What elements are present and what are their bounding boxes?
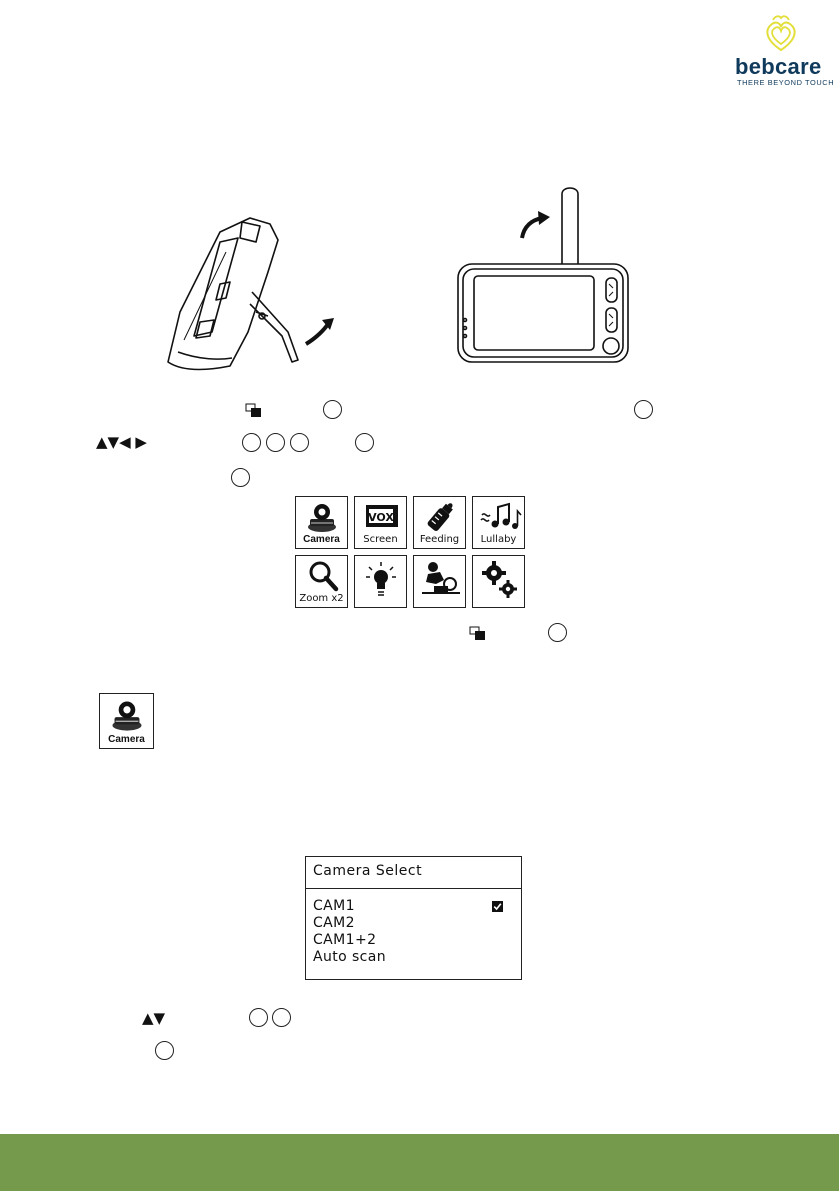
tile-label: Camera [108, 734, 145, 745]
reference-circle [323, 400, 342, 419]
tile-label: Screen [363, 534, 398, 545]
vox-icon [355, 497, 408, 537]
arrow-keys-icon: ▲▼ [142, 1009, 166, 1027]
settings-icon [473, 556, 526, 609]
menu-tile-screen[interactable] [354, 496, 407, 549]
reference-circle [548, 623, 567, 642]
reference-circle [242, 433, 261, 452]
bottle-icon [414, 497, 467, 537]
camera-icon [100, 694, 155, 736]
menu-tile-settings[interactable] [472, 555, 525, 608]
menu-tile-baby[interactable] [413, 555, 466, 608]
tilt-arrow-icon [306, 324, 328, 344]
divider [306, 888, 521, 889]
reference-circle [155, 1041, 174, 1060]
main-menu-grid [295, 496, 527, 611]
checkbox-checked-icon [492, 901, 503, 912]
menu-tile-zoom[interactable] [295, 555, 348, 608]
menu-tile-feeding[interactable] [413, 496, 466, 549]
arrow-keys-icon: ▲▼◀ ▶ [96, 433, 147, 451]
reference-circle [231, 468, 250, 487]
music-icon [473, 497, 526, 537]
heart-logo-icon [760, 14, 802, 56]
footer-bar [0, 1134, 839, 1191]
menu-tile-light[interactable] [354, 555, 407, 608]
brand-tagline: THERE BEYOND TOUCH [737, 78, 835, 87]
menu-button-icon [245, 403, 263, 419]
camera-option-cam1[interactable]: CAM1 [313, 898, 355, 914]
menu-tile-camera[interactable] [295, 496, 348, 549]
camera-select-title: Camera Select [313, 863, 423, 879]
reference-circle [290, 433, 309, 452]
reference-circle [355, 433, 374, 452]
camera-option-cam1-2[interactable]: CAM1+2 [313, 932, 377, 948]
reference-circle [272, 1008, 291, 1027]
brand-logo [735, 14, 835, 88]
camera-select-panel [305, 856, 522, 980]
zoom-icon [296, 556, 349, 596]
camera-section-tile [99, 693, 154, 749]
reference-circle [266, 433, 285, 452]
reference-circle [634, 400, 653, 419]
reference-circle [249, 1008, 268, 1027]
camera-icon [296, 497, 349, 537]
svg-text:VOX: VOX [368, 511, 394, 524]
camera-option-cam2[interactable]: CAM2 [313, 915, 355, 931]
baby-crawl-icon [414, 556, 467, 609]
tile-label: Lullaby [480, 534, 517, 545]
tile-label: Zoom x2 [299, 593, 344, 604]
camera-option-auto-scan[interactable]: Auto scan [313, 949, 386, 965]
menu-tile-lullaby[interactable] [472, 496, 525, 549]
monitor-side-view-illustration [160, 212, 340, 372]
monitor-front-view-illustration [450, 180, 640, 370]
brand-name: bebcare [735, 54, 822, 79]
light-icon [355, 556, 408, 609]
tile-label: Feeding [419, 534, 460, 545]
menu-button-icon [469, 626, 487, 642]
tile-label: Camera [303, 534, 340, 545]
